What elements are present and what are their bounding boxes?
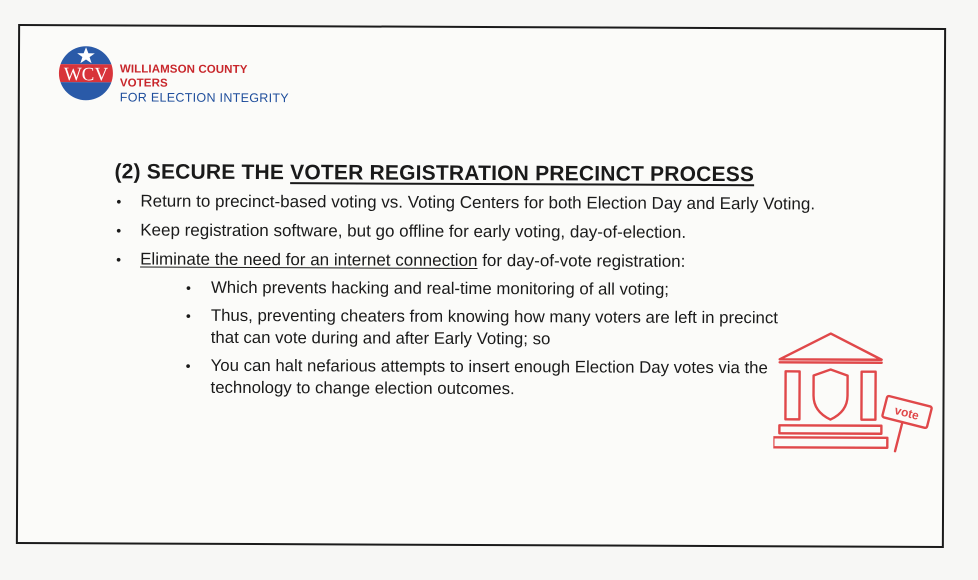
sub-bullet-text: Which prevents hacking and real-time monitoring of all voting; bbox=[210, 277, 670, 299]
bullet-item bbox=[114, 219, 844, 244]
heading-underlined: VOTER REGISTRATION PRECINCT PROCESS bbox=[290, 161, 755, 187]
bullet-text: Keep registration software, but go offline for early voting, day-of-election. bbox=[140, 220, 687, 242]
bullet-text: for day-of-vote registration: bbox=[477, 250, 686, 271]
building-vote-sign-icon bbox=[773, 329, 939, 470]
bullet-text: Return to precinct-based voting vs. Voting Centers for both Election Day and Early Voting. bbox=[140, 191, 816, 214]
sub-bullet-item bbox=[140, 305, 781, 352]
bullet-underlined-text: Eliminate the need for an internet connection bbox=[140, 249, 478, 270]
sub-bullet-list bbox=[140, 277, 845, 402]
bullet-list bbox=[113, 190, 844, 408]
sub-bullet-text: Thus, preventing cheaters from knowing how many voters are left in precinct that can vote during and after Early Voting; so bbox=[210, 305, 779, 349]
wcv-emblem-icon bbox=[56, 42, 116, 102]
bullet-item bbox=[114, 190, 844, 215]
slide bbox=[16, 24, 946, 548]
vote-sign-text: vote bbox=[893, 403, 921, 423]
logo-line-1: WILLIAMSON COUNTY VOTERS bbox=[119, 63, 248, 90]
bullet-item bbox=[114, 248, 845, 401]
slide-heading bbox=[114, 160, 754, 187]
sub-bullet-item bbox=[140, 277, 781, 302]
heading-prefix: (2) SECURE THE bbox=[114, 160, 291, 185]
logo-line-2: FOR ELECTION INTEGRITY bbox=[119, 90, 289, 106]
sub-bullet-item bbox=[140, 355, 781, 402]
sub-bullet-text: You can halt nefarious attempts to insert enough Election Day votes via the technology to change election outcomes. bbox=[210, 355, 768, 399]
logo-emblem-text: WCV bbox=[63, 64, 109, 86]
wcv-logo bbox=[56, 42, 296, 105]
